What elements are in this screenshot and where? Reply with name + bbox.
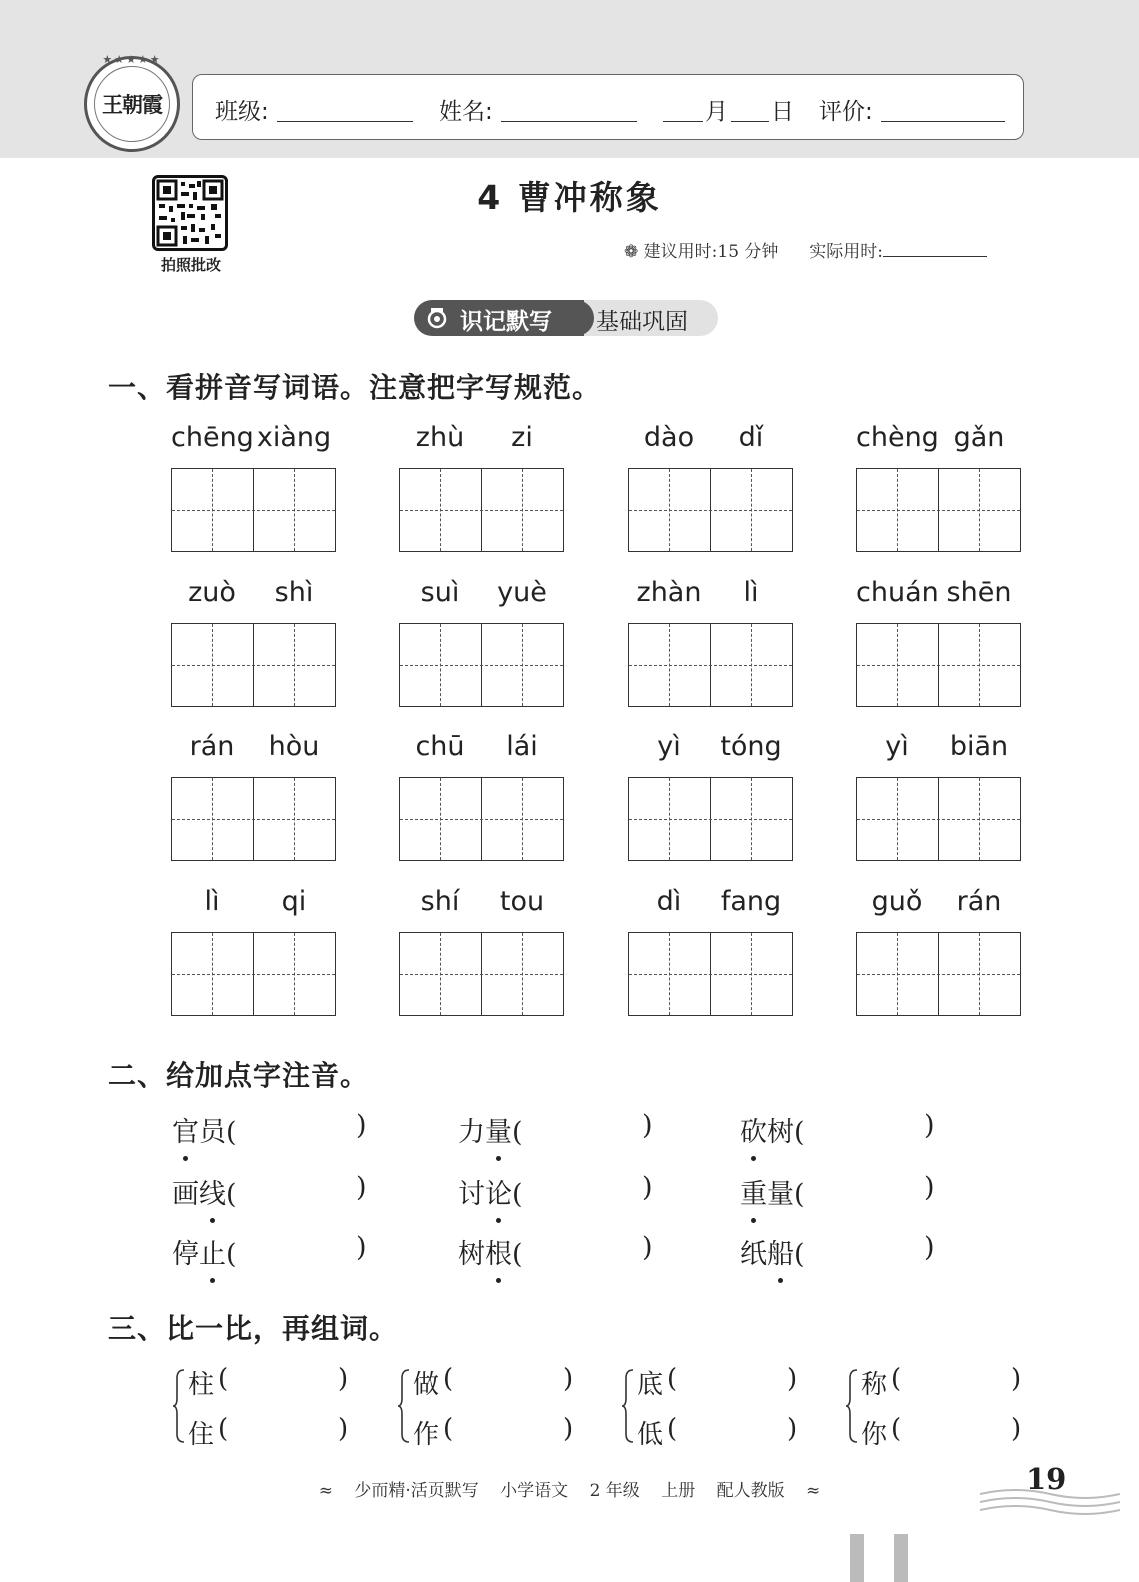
pinyin-syllable: xiàng xyxy=(256,422,332,453)
pinyin-answer-field[interactable] xyxy=(252,1172,352,1208)
word-char: 量 xyxy=(767,1179,794,1210)
close-paren: ) xyxy=(924,1172,935,1203)
writing-grid[interactable] xyxy=(628,932,793,1016)
footer-edition: 配人教版 xyxy=(716,1481,785,1501)
word-answer-field[interactable] xyxy=(234,1364,334,1398)
writing-grid[interactable] xyxy=(628,777,793,861)
page-number: 19 xyxy=(1026,1462,1067,1496)
word-char: 船 xyxy=(767,1232,794,1271)
word-char: 树 xyxy=(767,1117,794,1148)
pinyin-syllable: yuè xyxy=(497,577,547,608)
dotted-word xyxy=(740,1232,805,1271)
open-paren: ( xyxy=(667,1414,678,1444)
close-paren: ) xyxy=(356,1232,367,1263)
time-row xyxy=(624,237,987,262)
pinyin-syllable: dào xyxy=(643,422,695,453)
close-paren: ) xyxy=(924,1110,935,1141)
badge-secondary-label: 基础巩固 xyxy=(596,309,688,335)
class-label: 班级: xyxy=(215,99,269,125)
actual-time-label: 实际用时: xyxy=(809,242,883,262)
word-answer-field[interactable] xyxy=(683,1414,783,1448)
open-paren: ( xyxy=(512,1117,523,1148)
open-paren: ( xyxy=(891,1414,902,1444)
word-char: 讨 xyxy=(458,1179,485,1210)
close-paren: ) xyxy=(787,1364,798,1394)
word-char: 树 xyxy=(458,1239,485,1270)
pinyin-answer-field[interactable] xyxy=(820,1172,920,1208)
pinyin-syllable: biān xyxy=(949,731,1009,762)
rating-field[interactable] xyxy=(881,121,1005,122)
medal-icon xyxy=(426,307,448,329)
word-char: 线 xyxy=(199,1172,226,1211)
close-paren: ) xyxy=(356,1110,367,1141)
dotted-word xyxy=(740,1172,805,1211)
open-paren: ( xyxy=(667,1364,678,1394)
month-field[interactable] xyxy=(663,121,703,122)
pinyin-answer-field[interactable] xyxy=(820,1232,920,1268)
binding-tab-1 xyxy=(850,1534,864,1582)
badge-primary-label: 识记默写 xyxy=(460,309,552,335)
emphasis-dot-icon xyxy=(496,1278,501,1283)
pinyin-syllable: lì xyxy=(743,577,759,608)
pinyin-syllable: zhàn xyxy=(636,577,702,608)
suggested-time: 建议用时:15 分钟 xyxy=(643,242,779,262)
pinyin-syllable: qi xyxy=(281,886,307,917)
writing-grid[interactable] xyxy=(171,932,336,1016)
pinyin-answer-field[interactable] xyxy=(538,1110,638,1146)
emphasis-dot-icon xyxy=(778,1278,783,1283)
compare-char: 底 xyxy=(637,1370,664,1400)
word-char: 止 xyxy=(199,1232,226,1271)
emphasis-dot-icon xyxy=(496,1218,501,1223)
logo-text: 王朝霞 xyxy=(102,92,162,117)
writing-grid[interactable] xyxy=(171,468,336,552)
brace-icon xyxy=(172,1368,186,1444)
close-paren: ) xyxy=(787,1414,798,1444)
word-char: 画 xyxy=(172,1179,199,1210)
pinyin-syllable: yì xyxy=(657,731,681,762)
close-paren: ) xyxy=(338,1414,349,1444)
wave-right-icon: ≈ xyxy=(806,1481,821,1501)
logo-stars-icon: ★★★★★ xyxy=(102,53,162,66)
open-paren: ( xyxy=(443,1364,454,1394)
open-paren: ( xyxy=(891,1364,902,1394)
pinyin-syllable: hòu xyxy=(268,731,320,762)
pinyin-syllable: chuán xyxy=(856,577,939,608)
pinyin-syllable: zi xyxy=(511,422,533,453)
pinyin-syllable: guǒ xyxy=(871,886,923,917)
word-answer-field[interactable] xyxy=(907,1364,1007,1398)
dotted-word xyxy=(458,1232,523,1271)
open-paren: ( xyxy=(218,1364,229,1394)
close-paren: ) xyxy=(642,1232,653,1263)
pinyin-syllable: suì xyxy=(420,577,460,608)
word-char: 停 xyxy=(172,1239,199,1270)
compare-char: 柱 xyxy=(188,1370,215,1400)
word-char: 论 xyxy=(485,1172,512,1211)
compare-char: 你 xyxy=(861,1420,888,1450)
writing-grid[interactable] xyxy=(171,777,336,861)
pinyin-answer-field[interactable] xyxy=(252,1232,352,1268)
open-paren: ( xyxy=(794,1179,805,1210)
word-char: 官 xyxy=(172,1110,199,1149)
footer-volume: 上册 xyxy=(661,1481,696,1501)
close-paren: ) xyxy=(563,1414,574,1444)
compare-char: 作 xyxy=(413,1420,440,1450)
pinyin-syllable: zhù xyxy=(415,422,465,453)
pinyin-syllable: yì xyxy=(885,731,909,762)
emphasis-dot-icon xyxy=(751,1156,756,1161)
brace-icon xyxy=(845,1368,859,1444)
writing-grid[interactable] xyxy=(171,623,336,707)
emphasis-dot-icon xyxy=(210,1278,215,1283)
name-field[interactable] xyxy=(501,121,637,122)
writing-grid[interactable] xyxy=(399,932,564,1016)
writing-grid[interactable] xyxy=(628,623,793,707)
open-paren: ( xyxy=(512,1239,523,1270)
compare-char: 称 xyxy=(861,1370,888,1400)
pinyin-syllable: rán xyxy=(956,886,1002,917)
dotted-word xyxy=(458,1110,523,1149)
footer xyxy=(0,1476,1139,1501)
close-paren: ) xyxy=(642,1110,653,1141)
pinyin-syllable: chēng xyxy=(171,422,254,453)
word-char: 根 xyxy=(485,1232,512,1271)
word-char: 力 xyxy=(458,1117,485,1148)
word-answer-field[interactable] xyxy=(683,1364,783,1398)
compare-char: 住 xyxy=(188,1420,215,1450)
dotted-word xyxy=(740,1110,805,1149)
section2-heading: 二、给加点字注音。 xyxy=(108,1059,370,1092)
pinyin-syllable: lái xyxy=(506,731,538,762)
pinyin-answer-field[interactable] xyxy=(538,1172,638,1208)
compare-char: 做 xyxy=(413,1370,440,1400)
footer-subject: 小学语文 xyxy=(500,1481,569,1501)
pinyin-syllable: dì xyxy=(656,886,682,917)
binding-tab-2 xyxy=(894,1534,908,1582)
word-answer-field[interactable] xyxy=(459,1414,559,1448)
open-paren: ( xyxy=(226,1117,237,1148)
pinyin-syllable: shì xyxy=(274,577,314,608)
writing-grid[interactable] xyxy=(399,777,564,861)
publisher-logo xyxy=(84,53,180,152)
word-answer-field[interactable] xyxy=(234,1414,334,1448)
section1-heading: 一、看拼音写词语。注意把字写规范。 xyxy=(108,371,602,404)
pinyin-syllable: tou xyxy=(499,886,545,917)
close-paren: ) xyxy=(924,1232,935,1263)
section-badge xyxy=(414,300,718,336)
day-label: 日 xyxy=(771,99,794,125)
student-info-box xyxy=(192,74,1024,140)
writing-grid[interactable] xyxy=(628,468,793,552)
pinyin-answer-field[interactable] xyxy=(538,1232,638,1268)
pinyin-syllable: zuò xyxy=(188,577,236,608)
emphasis-dot-icon xyxy=(751,1218,756,1223)
class-field[interactable] xyxy=(277,121,413,122)
open-paren: ( xyxy=(226,1239,237,1270)
pinyin-syllable: tóng xyxy=(720,731,782,762)
open-paren: ( xyxy=(443,1414,454,1444)
word-answer-field[interactable] xyxy=(459,1364,559,1398)
wave-left-icon: ≈ xyxy=(318,1481,333,1501)
section3-heading: 三、比一比，再组词。 xyxy=(108,1312,399,1345)
pinyin-answer-field[interactable] xyxy=(820,1110,920,1146)
open-paren: ( xyxy=(512,1179,523,1210)
name-label: 姓名: xyxy=(439,99,493,125)
pinyin-syllable: chèng xyxy=(856,422,939,453)
pinyin-syllable: shí xyxy=(420,886,460,917)
pinyin-syllable: fang xyxy=(720,886,782,917)
footer-series: 少而精·活页默写 xyxy=(354,1481,479,1501)
writing-grid[interactable] xyxy=(856,623,1021,707)
footer-grade: 2 年级 xyxy=(589,1481,640,1501)
flower-icon: ❁ xyxy=(624,242,639,262)
actual-time-field[interactable] xyxy=(883,242,987,257)
brace-icon xyxy=(621,1368,635,1444)
writing-grid[interactable] xyxy=(399,623,564,707)
open-paren: ( xyxy=(794,1239,805,1270)
month-label: 月 xyxy=(705,99,728,125)
pinyin-syllable: lì xyxy=(204,886,220,917)
brace-icon xyxy=(397,1368,411,1444)
dotted-word xyxy=(172,1232,237,1271)
word-char: 重 xyxy=(740,1172,767,1211)
pinyin-syllable: gǎn xyxy=(953,422,1005,453)
writing-grid[interactable] xyxy=(856,777,1021,861)
dotted-word xyxy=(172,1110,237,1149)
close-paren: ) xyxy=(356,1172,367,1203)
writing-grid[interactable] xyxy=(856,468,1021,552)
qr-caption: 拍照批改 xyxy=(160,256,221,274)
pinyin-syllable: dǐ xyxy=(738,422,764,453)
word-char: 员 xyxy=(199,1117,226,1148)
close-paren: ) xyxy=(563,1364,574,1394)
word-answer-field[interactable] xyxy=(907,1414,1007,1448)
pinyin-syllable: rán xyxy=(189,731,235,762)
lesson-title: 4 曹冲称象 xyxy=(477,178,662,217)
emphasis-dot-icon xyxy=(496,1156,501,1161)
word-char: 量 xyxy=(485,1110,512,1149)
open-paren: ( xyxy=(218,1414,229,1444)
dotted-word xyxy=(172,1172,237,1211)
word-char: 纸 xyxy=(740,1239,767,1270)
dotted-word xyxy=(458,1172,523,1211)
close-paren: ) xyxy=(338,1364,349,1394)
open-paren: ( xyxy=(226,1179,237,1210)
pinyin-syllable: chū xyxy=(415,731,465,762)
open-paren: ( xyxy=(794,1117,805,1148)
day-field[interactable] xyxy=(731,121,769,122)
writing-grid[interactable] xyxy=(856,932,1021,1016)
pinyin-answer-field[interactable] xyxy=(252,1110,352,1146)
compare-char: 低 xyxy=(637,1420,664,1450)
close-paren: ) xyxy=(642,1172,653,1203)
word-char: 砍 xyxy=(740,1110,767,1149)
emphasis-dot-icon xyxy=(210,1218,215,1223)
close-paren: ) xyxy=(1011,1364,1022,1394)
rating-label: 评价: xyxy=(819,99,873,125)
writing-grid[interactable] xyxy=(399,468,564,552)
emphasis-dot-icon xyxy=(183,1156,188,1161)
pinyin-syllable: shēn xyxy=(946,577,1012,608)
close-paren: ) xyxy=(1011,1414,1022,1444)
